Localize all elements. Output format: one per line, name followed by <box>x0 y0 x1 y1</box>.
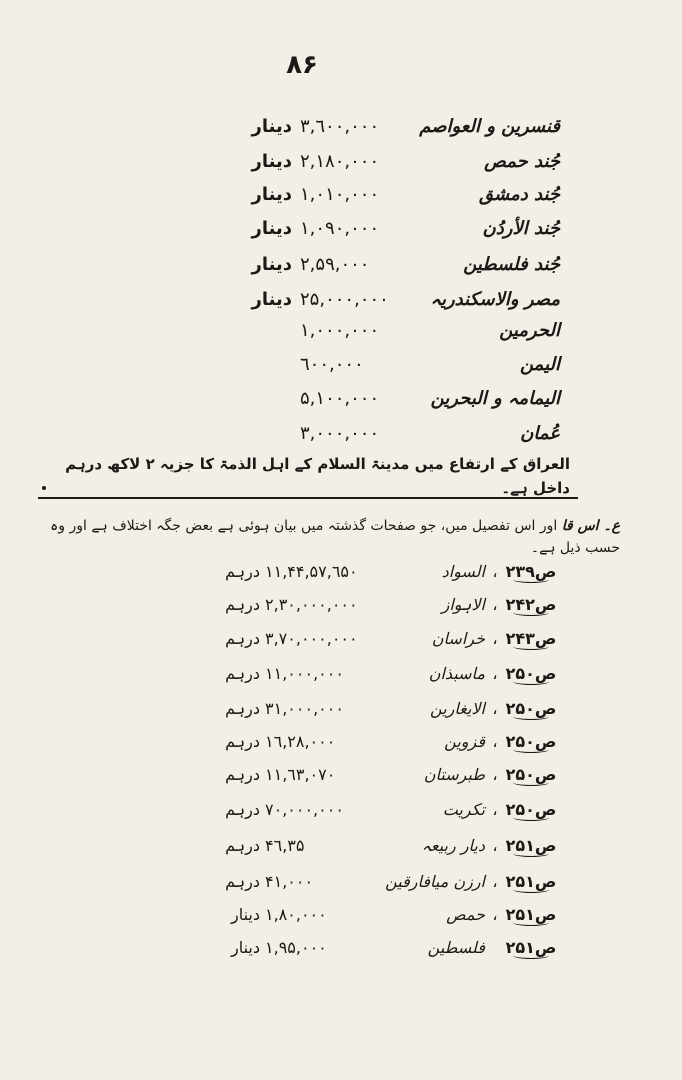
comma: ، <box>492 562 498 581</box>
unit: درہم <box>225 765 260 784</box>
comma: ، <box>492 699 498 718</box>
page-ref: ص۲۵٠ <box>505 800 557 819</box>
place-name: ماسبذان <box>428 664 485 683</box>
page-ref: ص۲۵٠ <box>505 699 557 718</box>
page-number: ۸۶ <box>286 50 318 80</box>
place-name: الیمن <box>519 354 560 375</box>
unit: درہم <box>225 664 260 683</box>
place-name: جُند دمشق <box>479 184 560 205</box>
page-ref: ص۲۵٠ <box>505 765 557 784</box>
intro-text: اور اس تفصیل میں، جو صفحات گذشتہ میں بیان ہوئی ہے بعض جگہ اختلاف ہے اور وہ حسب ذیل ہے۔ <box>50 518 620 556</box>
ink-mark <box>42 486 46 490</box>
page-ref: ص۲۴٣ <box>505 629 557 648</box>
unit: درہم <box>225 595 260 614</box>
place-name: فلسطین <box>427 938 485 957</box>
comma: ، <box>492 800 498 819</box>
iraq-note: العراق کے ارتفاع میں مدینۃ السلام کے اہل الذمۃ کا جزیہ ۲ لاکھ درہم داخل ہے۔ <box>65 455 570 497</box>
amount: ۱,۸٠,٠٠٠ <box>265 905 327 924</box>
unit: درہم <box>225 562 260 581</box>
amount: ۱۱,٦٣,٠٧٠ <box>265 765 336 784</box>
page-ref: ص۲۴۲ <box>505 595 557 614</box>
place-name: عُمان <box>520 423 560 444</box>
comma: ، <box>492 595 498 614</box>
unit: دینار <box>251 254 292 275</box>
amount: ۱,٠٠٠,٠٠٠ <box>300 320 380 341</box>
amount: ٣,٠٠٠,٠٠٠ <box>300 423 380 444</box>
amount: ۱,٠۱٠,٠٠٠ <box>300 184 380 205</box>
place-name: تکریت <box>442 800 485 819</box>
unit: درہم <box>225 800 260 819</box>
place-name: جُند فلسطین <box>463 254 560 275</box>
unit: دینار <box>251 184 292 205</box>
divider <box>38 497 578 499</box>
amount: ٣,٧٠,٠٠٠,٠٠٠ <box>265 629 358 648</box>
unit: دینار <box>251 218 292 239</box>
amount: ٧٠,٠٠٠,٠٠٠ <box>265 800 344 819</box>
page-ref: ص۲۵۱ <box>505 905 557 924</box>
intro-head: ع۔ اس قا <box>561 518 620 534</box>
place-name: الاہواز <box>441 595 485 614</box>
amount: ٣۱,٠٠٠,٠٠٠ <box>265 699 344 718</box>
amount: ۲,٣٠,٠٠٠,٠٠٠ <box>265 595 358 614</box>
page-ref: ص۲۵۱ <box>505 872 557 891</box>
amount: ۴۱,٠٠٠ <box>265 872 314 891</box>
unit: دینار <box>230 938 260 957</box>
unit: درہم <box>225 836 260 855</box>
amount: ۳,٦٠٠,٠٠٠ <box>300 116 380 137</box>
place-name: ارزن میافارقین <box>385 872 485 891</box>
amount: ۲,۵٩,٠٠٠ <box>300 254 370 275</box>
place-name: السواد <box>441 562 485 581</box>
place-name: الحرمین <box>499 320 560 341</box>
unit: دینار <box>251 289 292 310</box>
amount: ۱۱,۴۴,۵۷,٦۵٠ <box>265 562 358 581</box>
comma: ، <box>492 905 498 924</box>
amount: ۱٦,۲۸,٠٠٠ <box>265 732 336 751</box>
amount: ٦٠٠,٠٠٠ <box>300 354 364 375</box>
place-name: جُند حمص <box>484 151 560 172</box>
unit: دینار <box>251 116 292 137</box>
place-name: طبرستان <box>423 765 485 784</box>
amount: ۴٦,٣۵ <box>265 836 305 855</box>
place-name: خراسان <box>431 629 485 648</box>
comma: ، <box>492 664 498 683</box>
amount: ۲,۱۸٠,٠٠٠ <box>300 151 380 172</box>
comma: ، <box>492 629 498 648</box>
unit: درہم <box>225 732 260 751</box>
page-ref: ص۲۵٠ <box>505 664 557 683</box>
place-name: حمص <box>446 905 485 924</box>
place-name: دیار ربیعہ <box>421 836 485 855</box>
unit: درہم <box>225 699 260 718</box>
intro-paragraph <box>40 515 620 559</box>
place-name: الیمامہ و البحرین <box>430 388 560 409</box>
amount: ۱,٠٩٠,٠٠٠ <box>300 218 380 239</box>
place-name: الایغارین <box>430 699 485 718</box>
place-name: قزوین <box>444 732 485 751</box>
page-ref: ص۲۳۹ <box>505 562 557 581</box>
comma: ، <box>492 765 498 784</box>
page-ref: ص۲۵۱ <box>505 938 557 957</box>
comma: ، <box>492 732 498 751</box>
unit: دینار <box>230 905 260 924</box>
unit: دینار <box>251 151 292 172</box>
page-ref: ص۲۵٠ <box>505 732 557 751</box>
amount: ۱,٩۵,٠٠٠ <box>265 938 327 957</box>
comma: ، <box>492 872 498 891</box>
amount: ۵,۱٠٠,٠٠٠ <box>300 388 380 409</box>
place-name: مصر والاسکندریہ <box>430 289 560 310</box>
unit: درہم <box>225 629 260 648</box>
amount: ۲۵,٠٠٠,٠٠٠ <box>300 289 389 310</box>
place-name: جُند الأردُن <box>482 218 560 239</box>
place-name: قنسرین و العواصم <box>419 116 560 137</box>
comma: ، <box>492 836 498 855</box>
page-ref: ص۲۵۱ <box>505 836 557 855</box>
amount: ۱۱,٠٠٠,٠٠٠ <box>265 664 344 683</box>
unit: درہم <box>225 872 260 891</box>
